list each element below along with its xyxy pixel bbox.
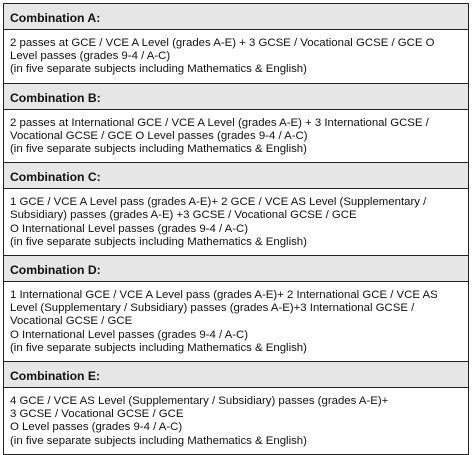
requirement-line: 1 International GCE / VCE A Level pass (grades A-E)+ 2 International GCE / VCE AS (10, 289, 438, 302)
combination-e-requirements (4, 388, 468, 454)
combination-d-requirements (4, 282, 468, 362)
requirement-line: 2 passes at International GCE / VCE A Level (grades A-E) + 3 International GCSE / (10, 116, 429, 129)
requirement-line: O International Level passes (grades 9-4 / A-C) (10, 222, 249, 235)
combination-b-heading: Combination B: (4, 84, 468, 110)
combination-c-heading: Combination C: (4, 163, 468, 189)
requirement-line: O International Level passes (grades 9-4 / A-C) (10, 328, 249, 341)
combination-c-requirements (4, 189, 468, 256)
requirement-line: (in five separate subjects including Mathematics & English) (10, 143, 307, 156)
requirement-line: 3 GCSE / Vocational GCSE / GCE (10, 408, 184, 421)
combination-a-heading: Combination A: (4, 4, 468, 30)
combination-a-requirements (4, 30, 468, 84)
requirement-line: (in five separate subjects including Mathematics & English) (10, 341, 307, 354)
requirement-line: 4 GCE / VCE AS Level (Supplementary / Subsidiary) passes (grades A-E)+ (10, 395, 389, 408)
requirement-line: O Level passes (grades 9-4 / A-C) (10, 421, 183, 434)
requirement-line: Level passes (grades 9-4 / A-C) (10, 50, 171, 63)
combination-d-heading: Combination D: (4, 256, 468, 282)
requirement-line: Vocational GCSE / GCE O Level passes (grades 9-4 / A-C) (10, 129, 308, 142)
requirement-line: 2 passes at GCE / VCE A Level (grades A-E) + 3 GCSE / Vocational GCSE / GCE O (10, 37, 435, 49)
requirement-line: Subsidiary) passes (grades A-E) +3 GCSE / Vocational GCSE / GCE (10, 209, 357, 222)
requirement-line: Vocational GCSE / GCE (10, 315, 133, 328)
combinations-table (3, 3, 469, 455)
combination-e-heading: Combination E: (4, 362, 468, 388)
combination-b-requirements (4, 110, 468, 164)
requirement-line: (in five separate subjects including Mathematics & English) (10, 235, 307, 248)
requirement-line: 1 GCE / VCE A Level pass (grades A-E)+ 2 GCE / VCE AS Level (Supplementary / (10, 196, 427, 209)
requirement-line: Level (Supplementary / Subsidiary) passes (grades A-E)+3 International GCSE / (10, 302, 415, 315)
requirement-line: (in five separate subjects including Mathematics & English) (10, 63, 307, 76)
requirement-line: (in five separate subjects including Mathematics & English) (10, 434, 307, 447)
